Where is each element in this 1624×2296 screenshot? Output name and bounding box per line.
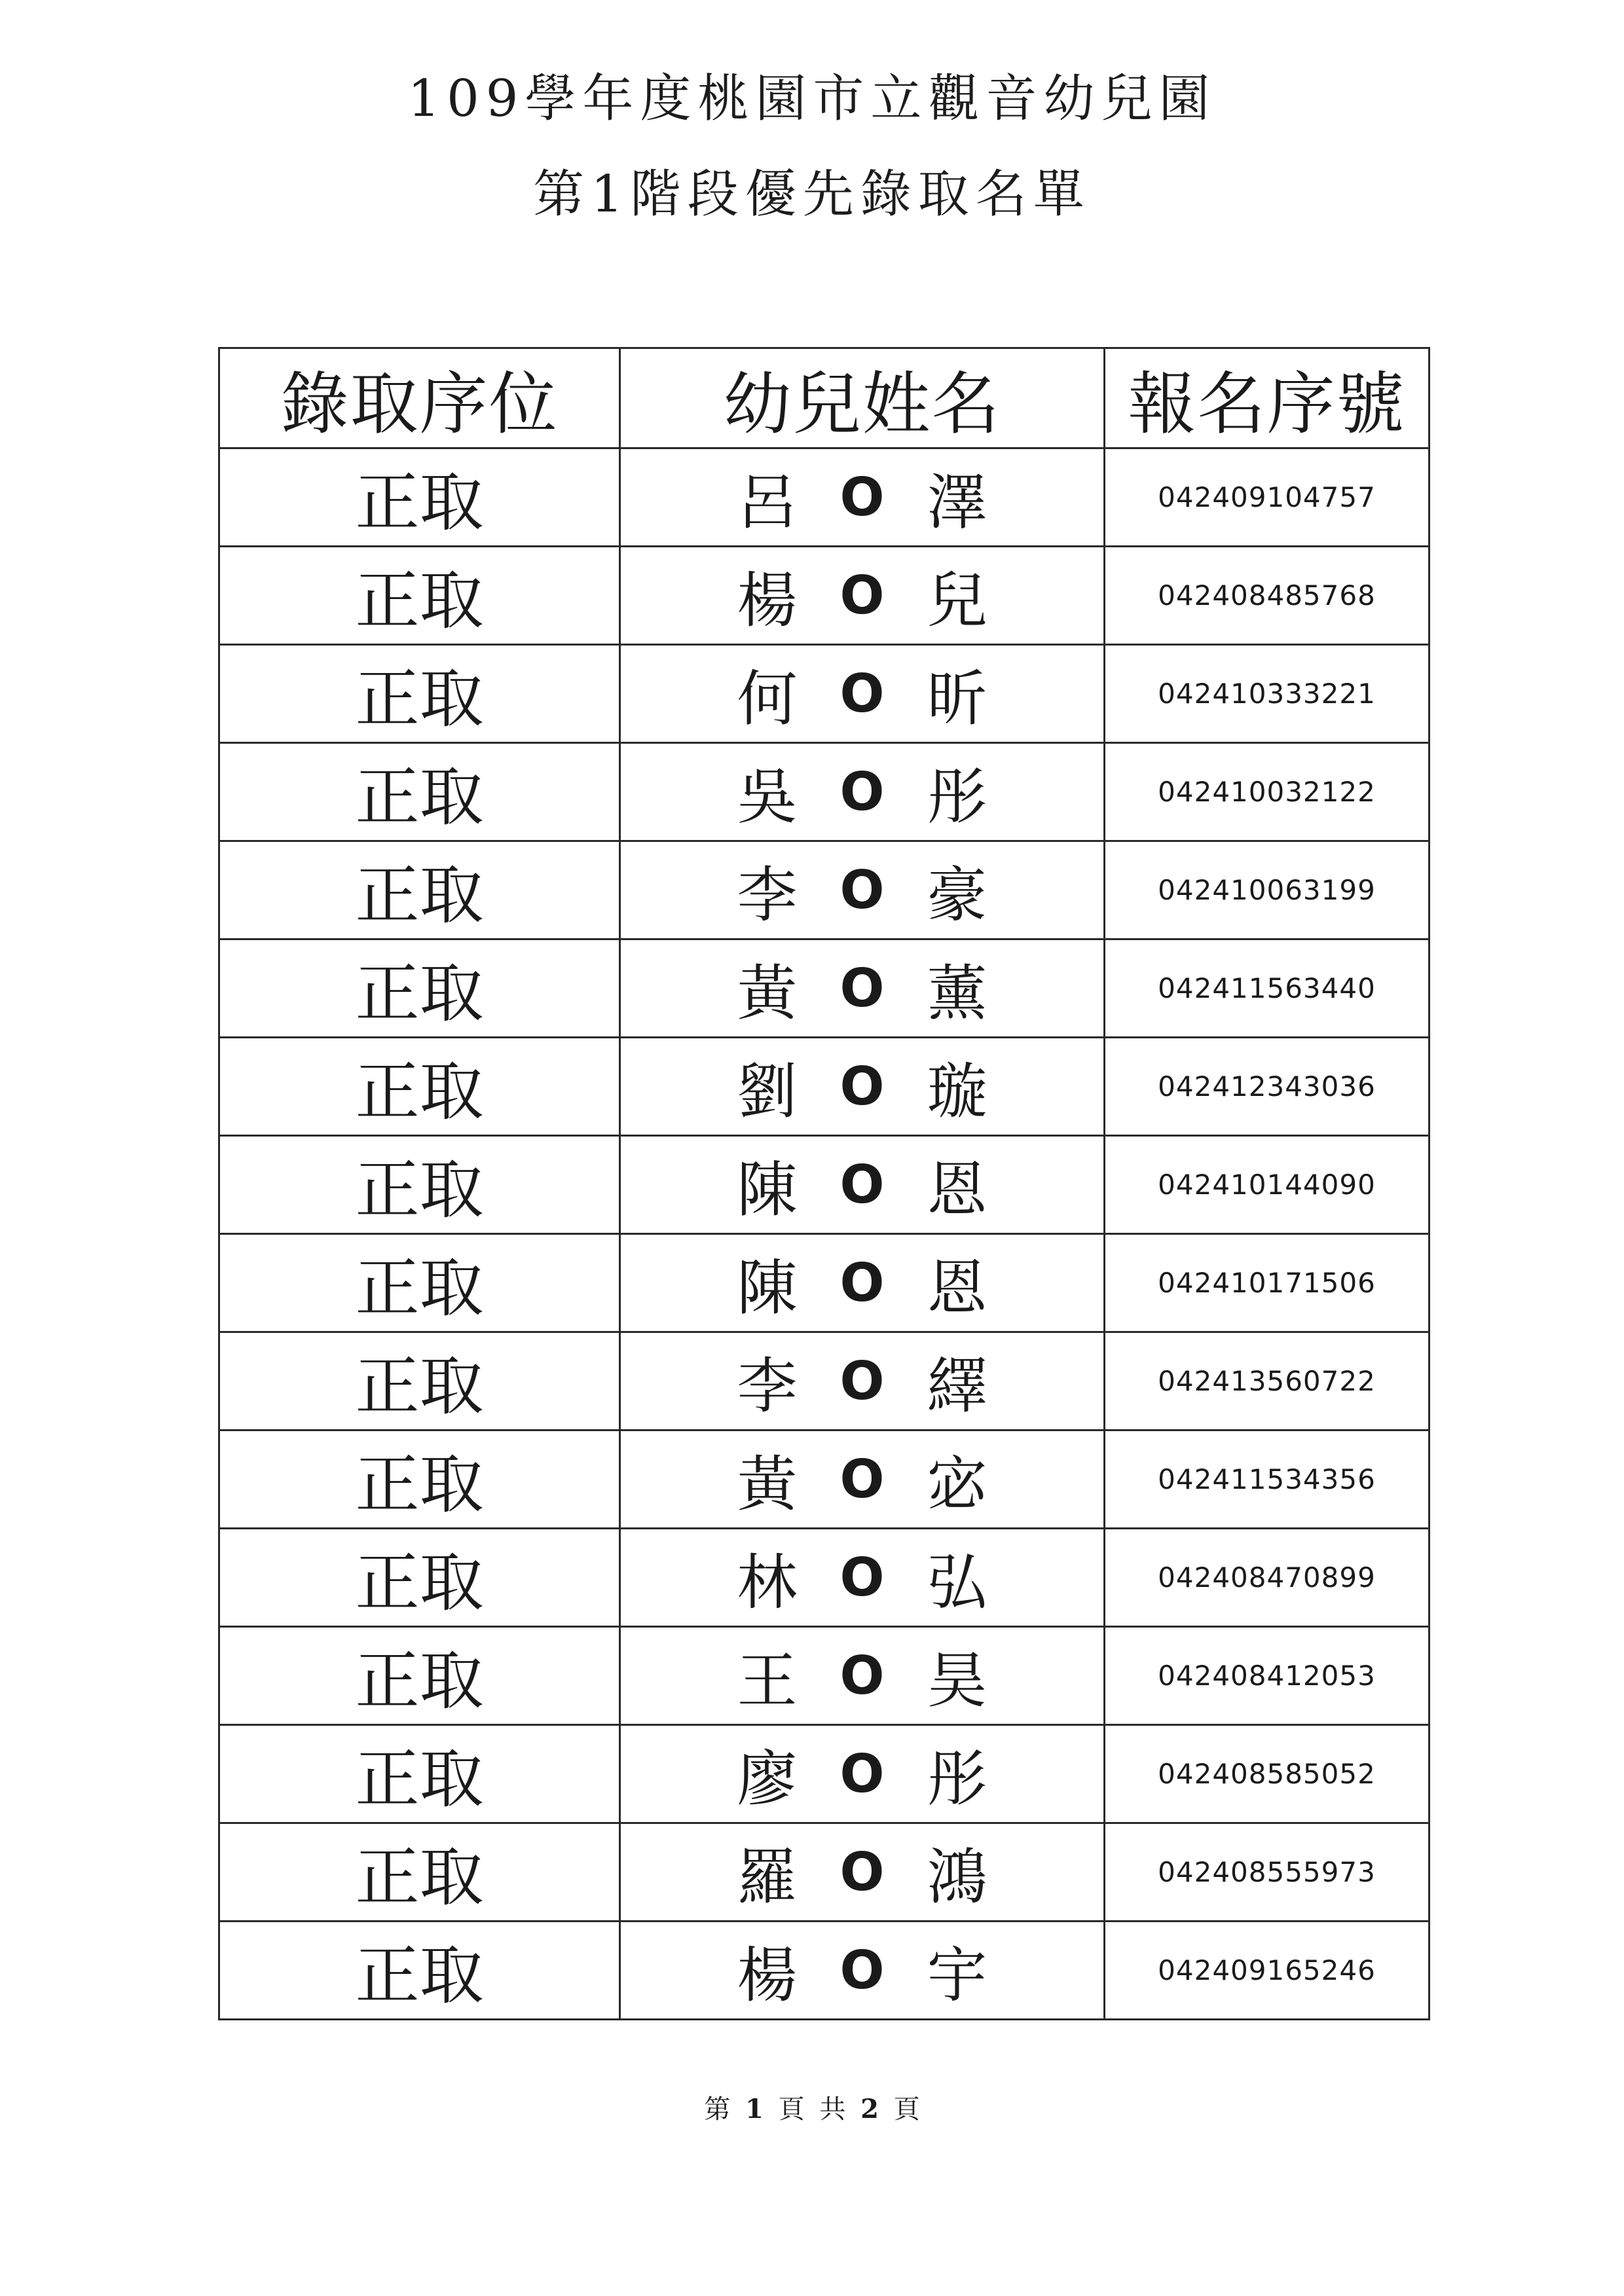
name-surname: 劉 — [737, 1056, 798, 1127]
name-surname: 陳 — [737, 1154, 798, 1225]
name-given: 豪 — [927, 860, 987, 930]
child-name — [620, 939, 1105, 1038]
child-name — [620, 1038, 1105, 1136]
table-row — [219, 1922, 1430, 2020]
name-given: 宇 — [927, 1940, 987, 2011]
name-given: 繹 — [927, 1351, 987, 1421]
child-name — [620, 448, 1105, 547]
table-row — [219, 1627, 1430, 1725]
child-name — [620, 645, 1105, 743]
name-given: 昊 — [927, 1645, 987, 1716]
name-mask: O — [840, 1154, 885, 1215]
registration-number: 042408555973 — [1105, 1823, 1430, 1922]
page-prefix: 第 — [704, 2094, 731, 2124]
name-mask: O — [840, 1940, 885, 2001]
child-name — [620, 743, 1105, 841]
registration-number: 042410171506 — [1105, 1234, 1430, 1332]
admission-status: 正取 — [219, 547, 620, 645]
admission-status: 正取 — [219, 1234, 620, 1332]
admission-status: 正取 — [219, 1529, 620, 1627]
name-mask: O — [840, 467, 885, 528]
name-surname: 林 — [737, 1547, 798, 1618]
table-header-row — [219, 348, 1430, 448]
registration-number: 042410144090 — [1105, 1136, 1430, 1234]
current-page-number: 1 — [745, 2094, 764, 2124]
name-given: 彤 — [927, 1743, 987, 1814]
admission-status: 正取 — [219, 1430, 620, 1529]
name-mask: O — [840, 958, 885, 1019]
table-row — [219, 939, 1430, 1038]
table-row — [219, 547, 1430, 645]
name-given: 昕 — [927, 663, 987, 734]
name-mask: O — [840, 761, 885, 822]
admission-table — [218, 347, 1430, 2020]
name-surname: 吳 — [737, 761, 798, 832]
admission-status: 正取 — [219, 1136, 620, 1234]
page-suffix: 頁 — [893, 2094, 920, 2124]
child-name — [620, 841, 1105, 939]
name-given: 彤 — [927, 761, 987, 832]
table-row — [219, 1332, 1430, 1430]
name-mask: O — [840, 663, 885, 724]
name-given: 澤 — [927, 467, 987, 538]
admission-status: 正取 — [219, 743, 620, 841]
table-row — [219, 1234, 1430, 1332]
name-given: 恩 — [927, 1252, 987, 1323]
child-name — [620, 1136, 1105, 1234]
name-mask: O — [840, 1252, 885, 1313]
admission-status: 正取 — [219, 1038, 620, 1136]
name-mask: O — [840, 1743, 885, 1804]
registration-number: 042409104757 — [1105, 448, 1430, 547]
name-surname: 廖 — [737, 1743, 798, 1814]
admission-status: 正取 — [219, 841, 620, 939]
name-surname: 楊 — [737, 565, 798, 636]
child-name — [620, 1922, 1105, 2020]
table-row — [219, 1725, 1430, 1823]
registration-number: 042411534356 — [1105, 1430, 1430, 1529]
child-name — [620, 1234, 1105, 1332]
name-mask: O — [840, 1056, 885, 1117]
registration-number: 042410063199 — [1105, 841, 1430, 939]
header-admission-order: 錄取序位 — [219, 348, 620, 448]
name-mask: O — [840, 1547, 885, 1608]
header-child-name: 幼兒姓名 — [620, 348, 1105, 448]
name-surname: 王 — [737, 1645, 798, 1716]
document-subtitle: 第1階段優先錄取名單 — [533, 165, 1091, 224]
child-name — [620, 1823, 1105, 1922]
name-mask: O — [840, 1351, 885, 1412]
name-given: 弘 — [927, 1547, 987, 1618]
child-name — [620, 1725, 1105, 1823]
table-row — [219, 1038, 1430, 1136]
table-row — [219, 645, 1430, 743]
child-name — [620, 547, 1105, 645]
registration-number: 042409165246 — [1105, 1922, 1430, 2020]
name-surname: 楊 — [737, 1940, 798, 2011]
child-name — [620, 1529, 1105, 1627]
table-row — [219, 1823, 1430, 1922]
header-registration-number: 報名序號 — [1105, 348, 1430, 448]
name-surname: 羅 — [737, 1842, 798, 1912]
table-row — [219, 448, 1430, 547]
registration-number: 042411563440 — [1105, 939, 1430, 1038]
page-middle: 頁 共 — [778, 2094, 846, 2124]
name-surname: 呂 — [737, 467, 798, 538]
admission-status: 正取 — [219, 1823, 620, 1922]
name-surname: 李 — [737, 860, 798, 930]
name-mask: O — [840, 1645, 885, 1706]
registration-number: 042408485768 — [1105, 547, 1430, 645]
child-name — [620, 1332, 1105, 1430]
name-given: 璇 — [927, 1056, 987, 1127]
name-surname: 黃 — [737, 958, 798, 1029]
name-mask: O — [840, 1449, 885, 1510]
admission-status: 正取 — [219, 1332, 620, 1430]
name-given: 恩 — [927, 1154, 987, 1225]
registration-number: 042413560722 — [1105, 1332, 1430, 1430]
name-surname: 何 — [737, 663, 798, 734]
page-indicator — [0, 2088, 1624, 2126]
registration-number: 042412343036 — [1105, 1038, 1430, 1136]
name-surname: 李 — [737, 1351, 798, 1421]
admission-status: 正取 — [219, 1922, 620, 2020]
registration-number: 042408585052 — [1105, 1725, 1430, 1823]
table-row — [219, 841, 1430, 939]
table-row — [219, 743, 1430, 841]
admission-status: 正取 — [219, 645, 620, 743]
name-given: 兒 — [927, 565, 987, 636]
name-surname: 黃 — [737, 1449, 798, 1520]
name-surname: 陳 — [737, 1252, 798, 1323]
name-mask: O — [840, 565, 885, 626]
name-mask: O — [840, 1842, 885, 1903]
name-given: 薰 — [927, 958, 987, 1029]
name-mask: O — [840, 860, 885, 920]
name-given: 宓 — [927, 1449, 987, 1520]
registration-number: 042408412053 — [1105, 1627, 1430, 1725]
admission-status: 正取 — [219, 1725, 620, 1823]
table-row — [219, 1430, 1430, 1529]
registration-number: 042410333221 — [1105, 645, 1430, 743]
child-name — [620, 1627, 1105, 1725]
admission-status: 正取 — [219, 1627, 620, 1725]
table-row — [219, 1136, 1430, 1234]
registration-number: 042410032122 — [1105, 743, 1430, 841]
admission-status: 正取 — [219, 939, 620, 1038]
document-title: 109學年度桃園市立觀音幼兒園 — [407, 69, 1217, 128]
name-given: 鴻 — [927, 1842, 987, 1912]
child-name — [620, 1430, 1105, 1529]
admission-status: 正取 — [219, 448, 620, 547]
registration-number: 042408470899 — [1105, 1529, 1430, 1627]
table-row — [219, 1529, 1430, 1627]
total-page-number: 2 — [860, 2094, 879, 2124]
